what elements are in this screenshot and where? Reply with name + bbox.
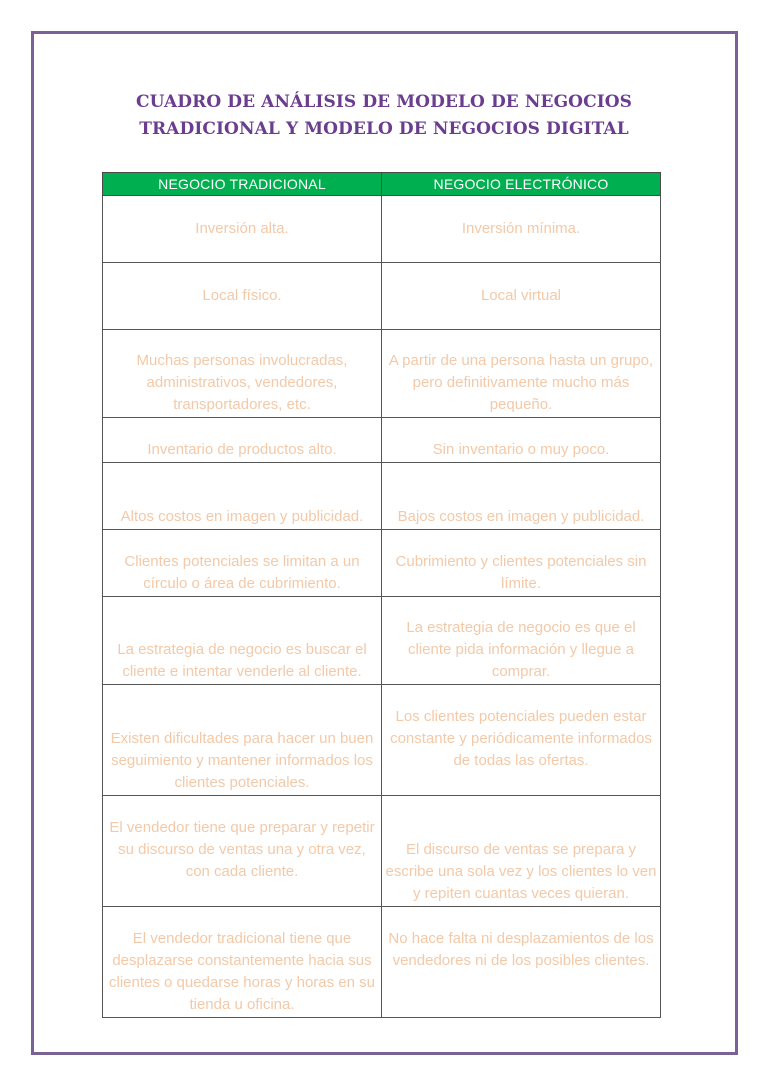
table-row [103,530,661,597]
cell-electronic: El discurso de ventas se prepara y escribe una sola vez y los clientes lo ven y repiten cuantas veces quieran. [382,796,661,907]
cell-electronic: La estrategia de negocio es que el cliente pida información y llegue a comprar. [382,597,661,685]
cell-electronic: Inversión mínima. [382,196,661,263]
table-header-row [103,173,661,196]
table-row [103,796,661,907]
title-line-2: TRADICIONAL Y MODELO DE NEGOCIOS DIGITAL [139,119,629,139]
table-row [103,418,661,463]
cell-traditional: Inversión alta. [103,196,382,263]
cell-electronic: Local virtual [382,263,661,330]
table-row [103,463,661,530]
cell-traditional: Existen dificultades para hacer un buen seguimiento y mantener informados los clientes potenciales. [103,685,382,796]
table-row [103,263,661,330]
cell-electronic: Los clientes potenciales pueden estar constante y periódicamente informados de todas las ofertas. [382,685,661,796]
table-row [103,907,661,1018]
cell-traditional: El vendedor tradicional tiene que desplazarse constantemente hacia sus clientes o quedarse horas y horas en su tienda u oficina. [103,907,382,1018]
cell-traditional: Altos costos en imagen y publicidad. [103,463,382,530]
table-row [103,330,661,418]
cell-traditional: Muchas personas involucradas, administrativos, vendedores, transportadores, etc. [103,330,382,418]
title-line-1: CUADRO DE ANÁLISIS DE MODELO DE NEGOCIOS [135,92,633,112]
header-electronic: NEGOCIO ELECTRÓNICO [382,173,661,196]
document-title [0,89,768,143]
cell-traditional: Inventario de productos alto. [103,418,382,463]
cell-traditional: Clientes potenciales se limitan a un círculo o área de cubrimiento. [103,530,382,597]
cell-electronic: No hace falta ni desplazamientos de los vendedores ni de los posibles clientes. [382,907,661,1018]
cell-traditional: La estrategia de negocio es buscar el cliente e intentar venderle al cliente. [103,597,382,685]
table-row [103,196,661,263]
header-traditional: NEGOCIO TRADICIONAL [103,173,382,196]
cell-traditional: Local físico. [103,263,382,330]
table-row [103,685,661,796]
comparison-table [102,172,661,1018]
table-row [103,597,661,685]
cell-electronic: Cubrimiento y clientes potenciales sin límite. [382,530,661,597]
cell-electronic: Sin inventario o muy poco. [382,418,661,463]
cell-traditional: El vendedor tiene que preparar y repetir su discurso de ventas una y otra vez, con cada cliente. [103,796,382,907]
cell-electronic: Bajos costos en imagen y publicidad. [382,463,661,530]
cell-electronic: A partir de una persona hasta un grupo, pero definitivamente mucho más pequeño. [382,330,661,418]
